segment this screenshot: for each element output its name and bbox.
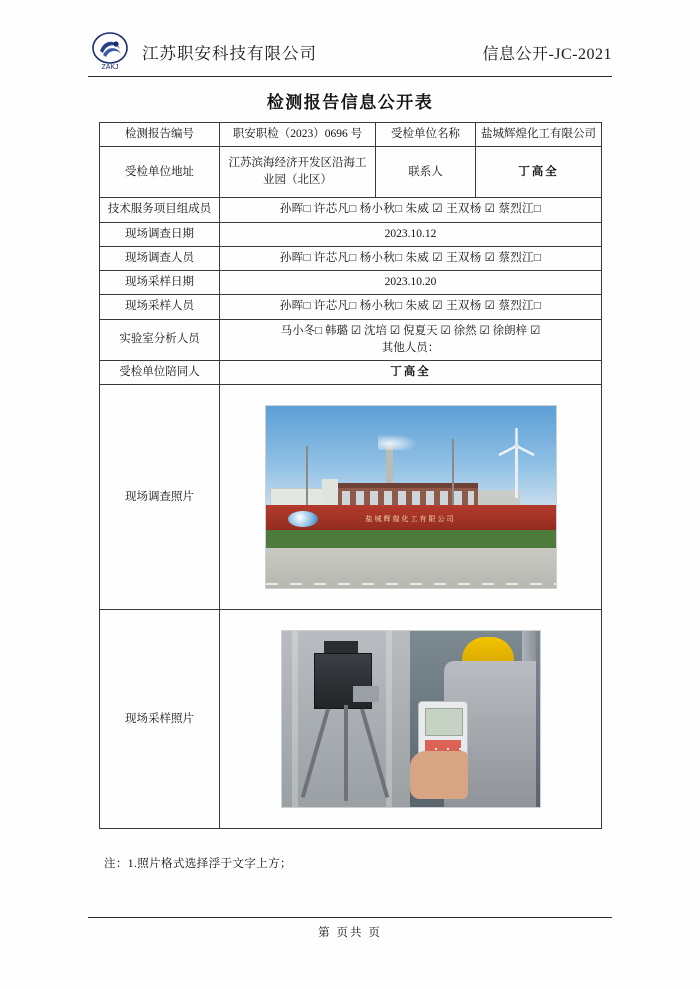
client-name-label: 受检单位名称 [376,123,476,147]
photo-road-line [266,583,556,585]
meter-screen [425,708,463,736]
table-row-address [100,147,602,198]
footer-divider [88,917,612,918]
photo-windows [342,491,474,505]
table-row-report-no [100,123,602,147]
table-row-lab-staff [100,319,602,361]
sampler-panel [353,686,379,702]
photo-smoke [378,434,418,450]
table-row-survey-staff [100,246,602,270]
page-title: 检测报告信息公开表 [266,93,434,112]
header-left-group [88,31,317,73]
survey-photo-cell [220,385,602,610]
sampling-staff-label: 现场采样人员 [100,295,220,319]
table-row-team [100,198,602,222]
survey-photo-label: 现场调查照片 [100,385,220,610]
contact-label: 联系人 [376,147,476,198]
sampling-photo-left [282,631,410,807]
sampling-photo-cell [220,610,602,829]
sampler-body [314,653,372,709]
lab-staff-line-1: 马小冬□ 韩璐 ☑ 沈培 ☑ 倪夏天 ☑ 徐然 ☑ 徐朗梓 ☑ [280,324,541,337]
photo-roofline [338,483,478,488]
table-row-sampling-staff [100,295,602,319]
worker-hand [410,751,468,799]
sampling-date-value: 2023.10.20 [220,271,602,295]
survey-date-value: 2023.10.12 [220,222,602,246]
table-row-sampling-photo [100,610,602,829]
photo-wall-text: 盐城辉煌化工有限公司 [365,514,456,523]
accompany-label: 受检单位陪同人 [100,361,220,385]
svg-text:ZAKJ: ZAKJ [101,64,119,71]
wind-turbine-icon [494,428,540,504]
lab-staff-value [220,319,602,361]
contact-value: 丁高全 [476,147,602,198]
client-addr-label: 受检单位地址 [100,147,220,198]
lab-staff-line-2: 其他人员： [381,341,440,354]
tripod-leg-3 [360,709,389,799]
header-divider [88,76,612,77]
lab-staff-label: 实验室分析人员 [100,319,220,361]
accompany-value: 丁高全 [220,361,602,385]
survey-staff-value: 孙晖□ 许芯凡□ 杨小秋□ 朱威 ☑ 王双杨 ☑ 蔡烈江□ [220,246,602,270]
bg-pipe-2 [386,631,392,807]
client-name-value: 盐城辉煌化工有限公司 [476,123,602,147]
photo-stack [386,446,393,486]
survey-date-label: 现场调查日期 [100,222,220,246]
table-row-sampling-date [100,271,602,295]
photo-hedge [266,530,556,548]
photo-road [266,548,556,588]
team-value: 孙晖□ 许芯凡□ 杨小秋□ 朱威 ☑ 王双杨 ☑ 蔡烈江□ [220,198,602,222]
survey-photo-image [265,405,557,589]
info-table [99,122,602,829]
sampling-date-label: 现场采样日期 [100,271,220,295]
page-header [88,28,612,76]
table-row-accompany [100,361,602,385]
tripod-leg-1 [300,709,329,799]
sampling-staff-value: 孙晖□ 许芯凡□ 杨小秋□ 朱威 ☑ 王双杨 ☑ 蔡烈江□ [220,295,602,319]
zaki-logo-icon [88,31,132,73]
document-code: 信息公开-JC-2021 [482,45,612,63]
table-row-survey-date [100,222,602,246]
sampling-photo-right [410,631,540,807]
report-no-value: 职安职检（2023）0696 号 [220,123,376,147]
bg-pipe-1 [292,631,298,807]
sampling-photo-label: 现场采样照片 [100,610,220,829]
team-label: 技术服务项目组成员 [100,198,220,222]
survey-staff-label: 现场调查人员 [100,246,220,270]
client-addr-value: 江苏滨海经济开发区沿海工业园（北区） [220,147,376,198]
footnote: 注：1.照片格式选择浮于文字上方； [104,858,292,870]
sampler-inlet [324,641,358,653]
tripod-leg-2 [344,705,348,801]
company-name: 江苏职安科技有限公司 [142,44,317,63]
sampling-photo-image [281,630,541,808]
report-no-label: 检测报告编号 [100,123,220,147]
table-row-survey-photo [100,385,602,610]
page-footer: 第 页共 页 [318,927,382,939]
photo-wall-emblem [288,511,318,527]
